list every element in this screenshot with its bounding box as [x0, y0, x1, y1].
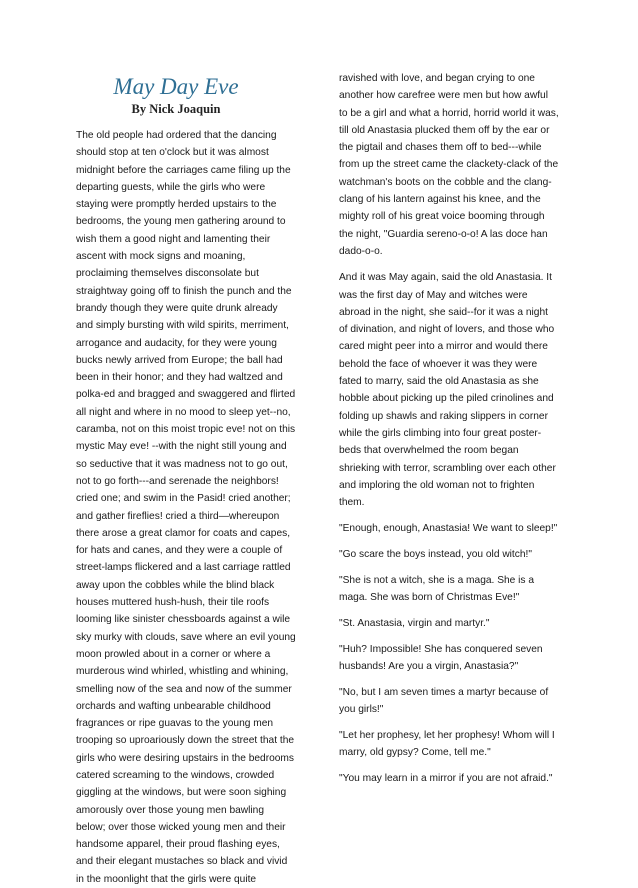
text-line: caramba, not on this moist tropic eve! not on this: [76, 424, 296, 436]
text-line: catered screaming to the windows, crowded: [76, 769, 275, 781]
dialogue-paragraph: [339, 641, 569, 676]
text-line: hobble about picking up the piled crinolines and: [339, 393, 554, 405]
text-line: abroad in the night, she said--for it was a night: [339, 306, 548, 318]
paragraph: [339, 70, 569, 260]
text-line: and gather fireflies! cried a third—whereupon: [76, 510, 280, 522]
text-line: maga. She was born of Christmas Eve!": [339, 592, 520, 604]
text-line: polka-ed and bragged and swaggered and flirted: [76, 389, 296, 401]
text-line: staying were promptly herded upstairs to the: [76, 199, 277, 211]
text-line: to be a girl and what a horrid, horrid world it was,: [339, 107, 559, 119]
text-line: the night, "Guardia sereno-o-o! A las doce han: [339, 228, 548, 240]
text-line: away upon the cobbles while the blind black: [76, 579, 275, 591]
text-line: all night and where in no mood to sleep yet--no,: [76, 406, 291, 418]
text-line: moon prowled about in a corner or where a: [76, 648, 271, 660]
text-line: was the first day of May and witches were: [339, 289, 528, 301]
text-line: cried one; and swim in the Pasid! cried another;: [76, 493, 291, 505]
dialogue-paragraph: [339, 520, 569, 537]
text-line: "You may learn in a mirror if you are not afraid.": [339, 773, 553, 785]
text-line: ravished with love, and began crying to one: [339, 73, 535, 84]
text-line: another how carefree were men but how awful: [339, 90, 548, 102]
text-line: cared might peer into a mirror and would there: [339, 341, 548, 353]
dialogue-paragraph: [339, 572, 569, 607]
text-line: and their elegant mustaches so black and vivid: [76, 856, 288, 868]
text-line: girls who were desiring upstairs in the bedrooms: [76, 752, 295, 764]
paragraph-gap: [339, 538, 569, 547]
text-line: should stop at ten o'clock but it was almost: [76, 147, 269, 159]
text-line: "St. Anastasia, virgin and martyr.": [339, 618, 490, 630]
text-line: them.: [339, 497, 365, 509]
text-line: behold the face of whoever it was they were: [339, 358, 538, 370]
text-line: handsome apparel, their proud flashing eyes,: [76, 839, 280, 851]
text-line: of divination, and night of lovers, and those who: [339, 324, 555, 336]
dialogue-paragraph: [339, 770, 569, 787]
text-line: so seductive that it was madness not to go out,: [76, 458, 288, 470]
text-line: "No, but I am seven times a martyr because of: [339, 687, 549, 698]
paragraph-gap: [339, 632, 569, 641]
text-line: in the moonlight that the girls were quite: [76, 873, 257, 885]
text-line: been in their honor; and they had waltzed and: [76, 372, 283, 384]
text-line: departing guests, while the girls who were: [76, 181, 266, 193]
text-line: "Huh? Impossible! She has conquered seven: [339, 643, 543, 655]
text-line: mighty roll of his great voice booming through: [339, 211, 545, 223]
paragraph-gap: [339, 607, 569, 616]
text-line: clang of his lantern against his knee, and the: [339, 194, 541, 206]
text-line: for hats and canes, and they were a couple of: [76, 545, 283, 557]
text-line: midnight before the carriages came filing up the: [76, 164, 291, 176]
dialogue-paragraph: [339, 684, 569, 719]
text-line: bedrooms, the young men gathering around to: [76, 216, 286, 228]
text-line: bucks newly arrived from Europe; the ball had: [76, 354, 283, 366]
paragraph-gap: [339, 762, 569, 771]
text-line: The old people had ordered that the dancing: [76, 130, 277, 141]
paragraph: [339, 269, 569, 511]
text-line: there arose a great clamor for coats and capes,: [76, 527, 291, 539]
author-byline: By Nick Joaquin: [131, 102, 221, 116]
text-line: and imploring the old woman not to frighten: [339, 479, 535, 491]
text-line: ascent with mock signs and moaning,: [76, 251, 246, 263]
text-line: orchards and wafting unbearable childhood: [76, 700, 271, 712]
text-line: "Enough, enough, Anastasia! We want to sleep!": [339, 523, 558, 535]
paragraph-gap: [339, 719, 569, 728]
paragraph: [76, 127, 306, 888]
paragraph-gap: [339, 564, 569, 573]
text-line: below; over those wicked young men and their: [76, 821, 286, 833]
paragraph-gap: [339, 260, 569, 269]
text-line: amorously over those young men bawling: [76, 804, 265, 816]
text-line: smelling now of the sea and now of the summer: [76, 683, 292, 695]
text-line: watchman's boots on the cobble and the clang-: [339, 176, 552, 188]
text-line: "She is not a witch, she is a maga. She is a: [339, 575, 535, 587]
text-line: dado-o-o.: [339, 245, 383, 257]
text-line: street-lamps flickered and a last carriage rattled: [76, 562, 291, 574]
text-line: while the girls climbing into four great poster-: [339, 427, 542, 439]
left-column: [76, 127, 306, 888]
dialogue-paragraph: [339, 546, 569, 563]
text-line: not to go forth---and serenade the neighbors!: [76, 475, 279, 487]
text-line: proclaiming themselves disconsolate but: [76, 268, 259, 280]
right-column: [339, 70, 569, 787]
document-title: May Day Eve: [113, 74, 239, 99]
text-line: trooping so uproariously down the street that the: [76, 735, 295, 747]
dialogue-paragraph: [339, 615, 569, 632]
text-line: beds that overwhelmed the room began: [339, 445, 519, 457]
text-line: murderous wind whirled, whistling and whining,: [76, 666, 289, 678]
text-line: you girls!": [339, 704, 384, 716]
text-line: shrieking with terror, scrambling over each other: [339, 462, 556, 474]
text-line: brandy though they were quite drunk already: [76, 302, 278, 314]
text-line: giggling at the windows, but were soon sighing: [76, 787, 287, 799]
text-line: fated to marry, said the old Anastasia as she: [339, 376, 539, 388]
text-line: mystic May eve! --with the night still young and: [76, 441, 287, 453]
text-line: from up the street came the clackety-clack of the: [339, 159, 559, 171]
text-line: "Let her prophesy, let her prophesy! Whom will I: [339, 730, 555, 742]
text-line: And it was May again, said the old Anastasia. It: [339, 272, 552, 284]
text-line: folding up shawls and raking slippers in corner: [339, 410, 548, 422]
text-line: arrogance and audacity, for they were young: [76, 337, 277, 349]
paragraph-gap: [339, 676, 569, 685]
text-line: marry, old gypsy? Come, tell me.": [339, 747, 491, 759]
text-line: wish them a good night and lamenting their: [76, 233, 271, 245]
text-line: sky murky with clouds, save where an evil young: [76, 631, 296, 643]
text-line: straightway going off to finish the punch and the: [76, 285, 292, 297]
text-line: "Go scare the boys instead, you old witch!": [339, 549, 532, 561]
paragraph-gap: [339, 511, 569, 520]
text-line: houses muttered hush-hush, their tile roofs: [76, 597, 270, 609]
text-line: husbands! Are you a virgin, Anastasia?": [339, 661, 519, 673]
dialogue-paragraph: [339, 727, 569, 762]
text-line: till old Anastasia plucked them off by the ear or: [339, 124, 550, 136]
text-line: fragrances or ripe guavas to the young men: [76, 718, 274, 730]
text-line: looming like sinister chessboards against a wile: [76, 614, 291, 626]
text-line: the pigtail and chases them off to bed---while: [339, 142, 542, 154]
text-line: and simply bursting with wild spirits, merriment,: [76, 320, 289, 332]
